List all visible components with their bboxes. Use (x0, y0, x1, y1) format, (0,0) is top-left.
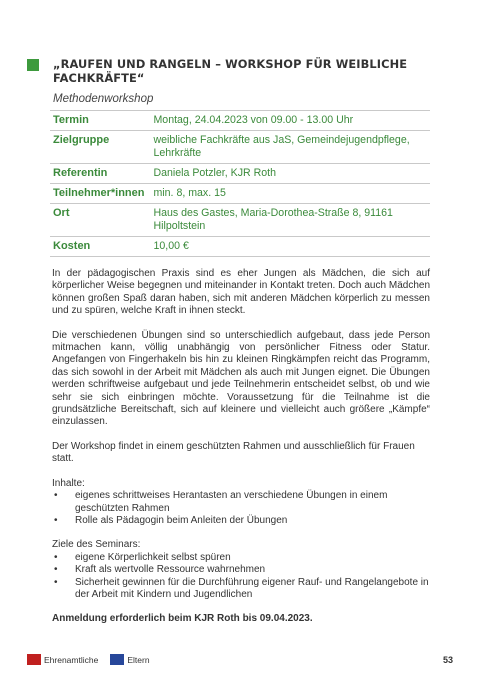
bullet: • (54, 514, 58, 526)
page-number: 53 (442, 655, 453, 665)
legend-item-parents (110, 654, 149, 665)
details-row (50, 111, 430, 131)
details-value: 10,00 € (153, 240, 189, 252)
details-label: Zielgruppe (53, 134, 110, 146)
list-item: • eigenes schrittweises Herantasten an verschiedene Übungen in einem geschützten Rahmen (54, 490, 388, 514)
details-label: Teilnehmer*innen (53, 187, 145, 199)
bullet: • (54, 551, 58, 563)
legend-label: Eltern (127, 654, 150, 665)
details-row (50, 184, 430, 204)
contents-heading: Inhalte: (52, 477, 85, 489)
details-value: Haus des Gastes, Maria-Dorothea-Straße 8, 91161 Hilpoltstein (153, 207, 393, 232)
legend-swatch (27, 654, 41, 665)
bullet: • (54, 564, 58, 576)
page-title: „RAUFEN UND RANGELN – WORKSHOP FÜR WEIBLICHE FACHKRÄFTE“ (53, 57, 408, 85)
details-label: Kosten (53, 240, 91, 252)
legend-item-volunteers (27, 654, 98, 665)
details-row (50, 131, 430, 164)
goals-list (52, 552, 430, 602)
details-label: Ort (53, 207, 70, 219)
details-label: Termin (53, 114, 89, 126)
paragraph-exercises: Die verschiedenen Übungen sind so unterschiedlich aufgebaut, dass jede Person mitmachen kann, völlig unabhängig von persönlicher Fitness oder Statur. Angefangen von Fingerhakeln bis hin zu kleinen Ringkämpfen reicht das Programm, das sich sowohl in der Arbeit mit Mädchen als auch mit Jungen eignet. Die Übungen werden schriftweise aufgebaut und jede Teilnehmerin entscheidet selbst, ob und wie sehr sie sich einbringen möchte. Voraussetzung für die Teilnahme ist die grundsätzliche Bereitschaft, sich auf kleinere und vielleicht auch größere „Kämpfe“ einzulassen. (52, 329, 430, 428)
details-table (50, 110, 430, 257)
details-value: min. 8, max. 15 (153, 187, 226, 199)
bullet: • (54, 576, 58, 588)
details-row (50, 204, 430, 237)
details-label: Referentin (53, 167, 108, 179)
details-row (50, 237, 430, 257)
goals-heading: Ziele des Seminars: (52, 539, 141, 551)
details-value: Daniela Potzler, KJR Roth (153, 167, 276, 179)
subtitle: Methodenworkshop (53, 93, 154, 105)
details-value: weibliche Fachkräfte aus JaS, Gemeindejugendpflege, Lehrkräfte (153, 134, 410, 159)
list-item: • Kraft als wertvolle Ressource wahrnehmen (54, 564, 266, 576)
body-text (52, 268, 430, 638)
list-item: • eigene Körperlichkeit selbst spüren (54, 551, 231, 563)
paragraph-setting: Der Workshop findet in einem geschützten Rahmen und ausschließlich für Frauen statt. (52, 440, 415, 465)
paragraph-intro: In der pädagogischen Praxis sind es eher Jungen als Mädchen, die sich auf körperlicher Weise begegnen und miteinander in Kontakt treten. Doch auch Mädchen können großen Spaß daran haben, sich mit anderen Mädchen körperlich zu messen und zu spüren, welche Kraft in ihnen steckt. (52, 268, 430, 317)
bullet: • (54, 490, 58, 502)
contents-list (52, 490, 430, 527)
details-value: Montag, 24.04.2023 von 09.00 - 13.00 Uhr (153, 114, 354, 126)
details-row (50, 164, 430, 184)
list-item: • Rolle als Pädagogin beim Anleiten der Übungen (54, 514, 288, 526)
legend-swatch (110, 654, 124, 665)
legend-label: Ehrenamtliche (44, 654, 99, 665)
section-marker (27, 59, 39, 71)
registration-note: Anmeldung erforderlich beim KJR Roth bis 09.04.2023. (52, 613, 313, 625)
footer-legend (27, 654, 162, 665)
list-item: • Sicherheit gewinnen für die Durchführung eigener Rauf- und Rangelangebote in der Arbeit mit Kindern und Jugendlichen (54, 576, 429, 600)
